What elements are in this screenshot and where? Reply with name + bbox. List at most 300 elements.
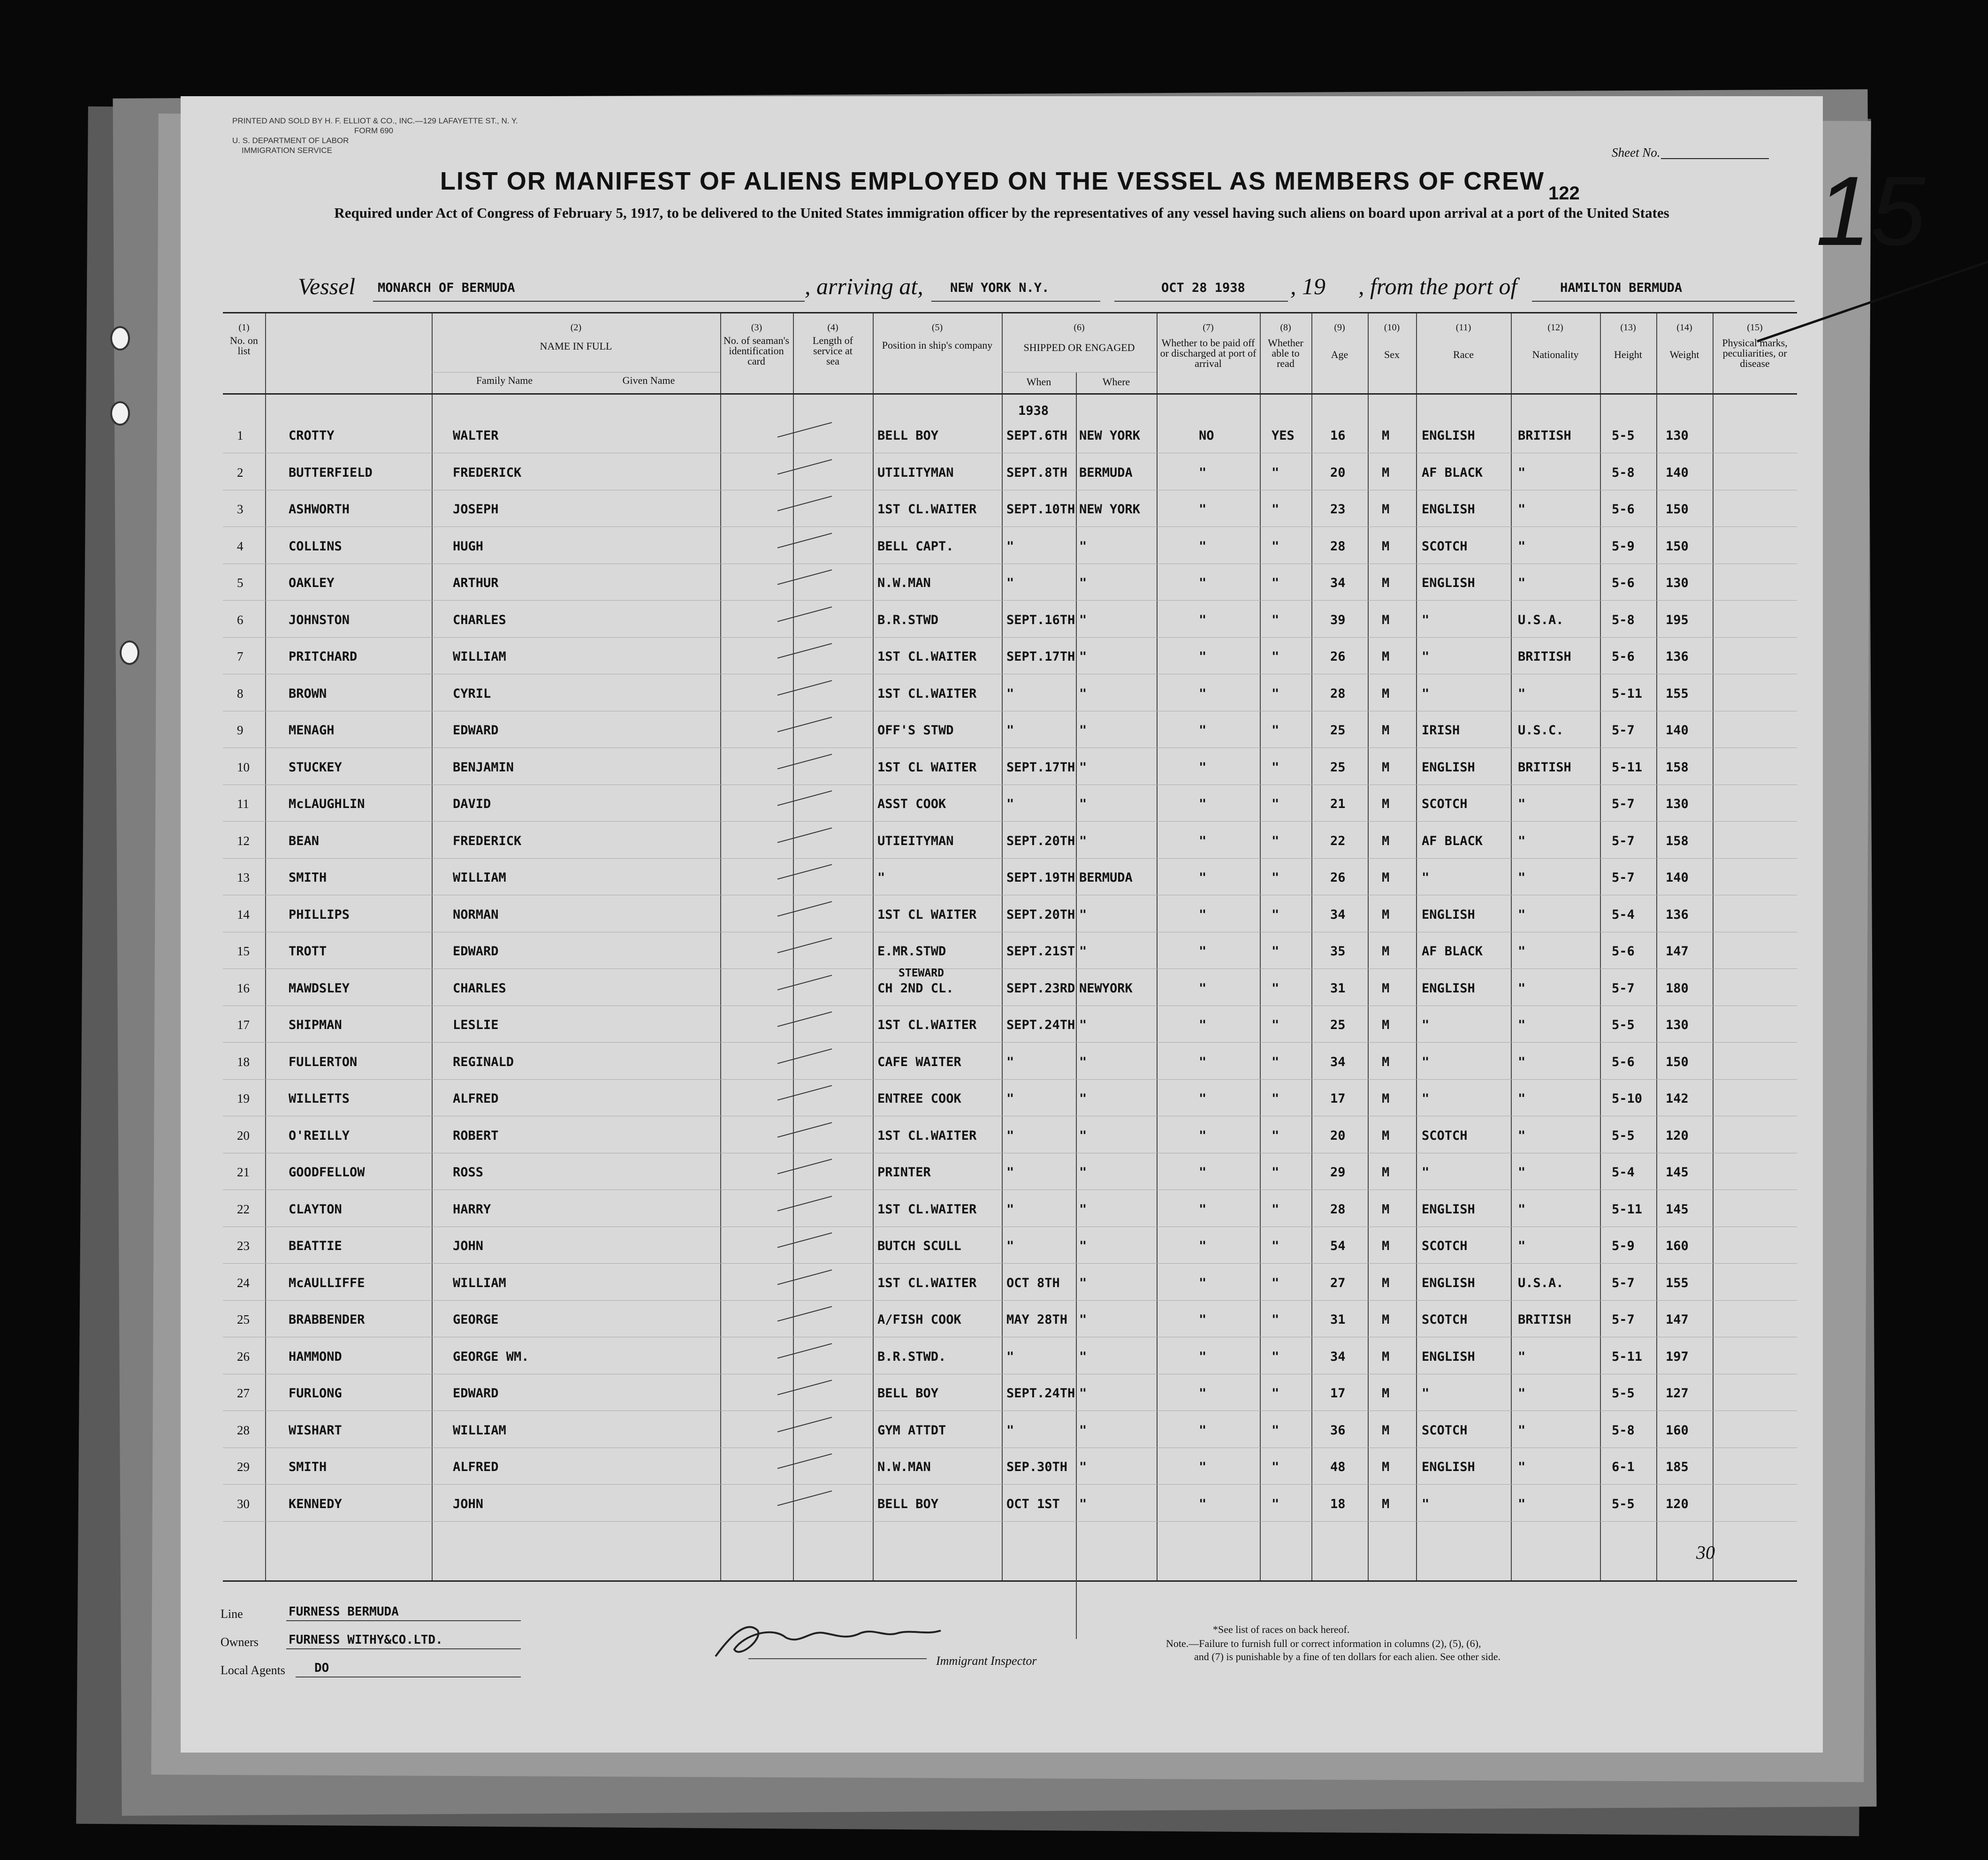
shipped-when-cell: ": [1006, 539, 1014, 554]
shipped-when-cell: SEPT.20TH: [1006, 907, 1075, 922]
given-name-cell: ALFRED: [453, 1460, 499, 1474]
able-read-cell: ": [1272, 1202, 1280, 1217]
able-read-cell: ": [1272, 465, 1280, 480]
weight-cell: 145: [1666, 1165, 1689, 1180]
position-cell: 1ST CL WAITER: [877, 907, 977, 922]
shipped-when-cell: ": [1006, 1202, 1014, 1217]
shipped-when-cell: ": [1006, 1128, 1014, 1143]
position-cell: ASST COOK: [877, 797, 946, 811]
colnum: (14): [1676, 322, 1692, 333]
able-read-cell: ": [1272, 539, 1280, 554]
able-read-cell: ": [1272, 1239, 1280, 1253]
age-cell: 18: [1330, 1496, 1346, 1511]
service-tick-mark: [777, 680, 832, 695]
family-name-cell: MAWDSLEY: [289, 981, 350, 996]
sex-cell: M: [1382, 1423, 1390, 1438]
owners-label: Owners: [221, 1635, 259, 1649]
age-cell: 54: [1330, 1239, 1346, 1253]
table-row: [223, 1046, 1797, 1083]
row-number-cell: 18: [237, 1054, 250, 1069]
family-name-cell: SMITH: [289, 1460, 327, 1474]
printer-line: IMMIGRATION SERVICE: [242, 146, 333, 155]
height-cell: 5-7: [1612, 723, 1635, 738]
sex-cell: M: [1382, 1054, 1390, 1069]
able-read-cell: ": [1272, 502, 1280, 517]
able-read-cell: ": [1272, 1128, 1280, 1143]
position-cell: N.W.MAN: [877, 1460, 931, 1474]
paid-off-cell: ": [1199, 1496, 1207, 1511]
line-underline: [286, 1620, 521, 1621]
paid-off-cell: ": [1199, 1165, 1207, 1180]
position-cell: 1ST CL WAITER: [877, 760, 977, 775]
table-row: [223, 1451, 1797, 1488]
paid-off-cell: ": [1199, 1202, 1207, 1217]
service-tick-mark: [777, 459, 832, 474]
sex-cell: M: [1382, 649, 1390, 664]
family-name-cell: CLAYTON: [289, 1202, 342, 1217]
table-row: [223, 752, 1797, 788]
owners-underline: [286, 1648, 521, 1649]
race-cell: SCOTCH: [1422, 1239, 1468, 1253]
service-tick-mark: [777, 717, 832, 732]
race-cell: SCOTCH: [1422, 797, 1468, 811]
table-row: [223, 862, 1797, 899]
row-number-cell: 22: [237, 1202, 250, 1216]
height-cell: 5-8: [1612, 1423, 1635, 1438]
weight-cell: 155: [1666, 1275, 1689, 1290]
header-name-in-full: NAME IN FULL: [540, 340, 612, 352]
year-note: 1938: [1018, 404, 1049, 418]
shipped-when-cell: ": [1006, 797, 1014, 811]
table-row: [223, 825, 1797, 862]
table-row: [223, 1083, 1797, 1120]
shipped-where-cell: NEW YORK: [1079, 502, 1141, 517]
age-cell: 21: [1330, 797, 1346, 811]
age-cell: 39: [1330, 612, 1346, 627]
table-row: [223, 567, 1797, 604]
paid-off-cell: ": [1199, 649, 1207, 664]
race-cell: IRISH: [1422, 723, 1460, 738]
race-cell: ENGLISH: [1422, 907, 1475, 922]
shipped-where-cell: ": [1079, 944, 1087, 959]
able-read-cell: ": [1272, 981, 1280, 996]
race-cell: ENGLISH: [1422, 1349, 1475, 1364]
position-cell: N.W.MAN: [877, 576, 931, 590]
nationality-cell: ": [1518, 1386, 1526, 1401]
position-cell: 1ST CL.WAITER: [877, 1202, 977, 1217]
shipped-when-cell: ": [1006, 576, 1014, 590]
position-cell: BELL CAPT.: [877, 539, 954, 554]
arriving-label: , arriving at,: [805, 273, 923, 299]
sex-cell: M: [1382, 1275, 1390, 1290]
table-row: [223, 678, 1797, 715]
binder-hole: [110, 326, 130, 351]
paid-off-cell: ": [1199, 1349, 1207, 1364]
family-name-cell: WISHART: [289, 1423, 342, 1438]
printer-imprint: [232, 116, 518, 155]
family-name-cell: COLLINS: [289, 539, 342, 554]
colnum: (8): [1280, 322, 1291, 333]
height-cell: 5-6: [1612, 944, 1635, 959]
race-cell: ": [1422, 1091, 1430, 1106]
row-rule: [223, 1300, 1797, 1301]
sex-cell: M: [1382, 1349, 1390, 1364]
height-cell: 5-7: [1612, 797, 1635, 811]
row-rule: [223, 1410, 1797, 1411]
age-cell: 22: [1330, 833, 1346, 848]
age-cell: 28: [1330, 1202, 1346, 1217]
row-rule: [223, 821, 1797, 822]
family-name-cell: WILLETTS: [289, 1091, 350, 1106]
sex-cell: M: [1382, 944, 1390, 959]
paid-off-cell: ": [1199, 1312, 1207, 1327]
paid-off-cell: ": [1199, 1460, 1207, 1474]
family-name-cell: McLAUGHLIN: [289, 797, 365, 811]
table-row: [223, 967, 1797, 1009]
family-name-cell: JOHNSTON: [289, 612, 350, 627]
paid-off-cell: ": [1199, 686, 1207, 701]
shipped-where-cell: ": [1079, 539, 1087, 554]
paid-off-cell: ": [1199, 1239, 1207, 1253]
able-read-cell: ": [1272, 944, 1280, 959]
nationality-cell: ": [1518, 576, 1526, 590]
table-row: [223, 788, 1797, 825]
height-cell: 5-7: [1612, 870, 1635, 885]
age-cell: 34: [1330, 907, 1346, 922]
height-cell: 5-9: [1612, 1239, 1635, 1253]
height-cell: 5-7: [1612, 1275, 1635, 1290]
handwritten-total: 30: [1696, 1542, 1715, 1563]
family-name-cell: BEAN: [289, 833, 320, 848]
paid-off-cell: ": [1199, 1018, 1207, 1032]
weight-cell: 155: [1666, 686, 1689, 701]
sex-cell: M: [1382, 1091, 1390, 1106]
inspector-signature: [706, 1612, 950, 1668]
printer-line: FORM 690: [354, 126, 394, 135]
header-given-name: Given Name: [622, 374, 675, 386]
row-number-cell: 3: [237, 502, 244, 516]
race-cell: ENGLISH: [1422, 428, 1475, 443]
row-rule: [223, 637, 1797, 638]
height-cell: 5-7: [1612, 833, 1635, 848]
agents-label: Local Agents: [221, 1663, 285, 1677]
weight-cell: 136: [1666, 649, 1689, 664]
colnum: (3): [751, 322, 762, 333]
given-name-cell: ROSS: [453, 1165, 484, 1180]
colnum: (13): [1620, 322, 1636, 333]
position-note-cell: STEWARD: [899, 967, 944, 979]
arriving-port: NEW YORK N.Y.: [950, 281, 1050, 295]
age-cell: 25: [1330, 723, 1346, 738]
shipped-where-cell: ": [1079, 760, 1087, 775]
row-rule: [223, 1079, 1797, 1080]
shipped-when-cell: SEPT.10TH: [1006, 502, 1075, 517]
age-cell: 20: [1330, 465, 1346, 480]
paid-off-cell: ": [1199, 539, 1207, 554]
sex-cell: M: [1382, 1386, 1390, 1401]
nationality-cell: ": [1518, 944, 1526, 959]
shipped-where-cell: ": [1079, 1386, 1087, 1401]
race-cell: ": [1422, 649, 1430, 664]
stamp-number: 122: [1548, 183, 1580, 204]
shipped-where-cell: ": [1079, 1018, 1087, 1032]
paid-off-cell: ": [1199, 1128, 1207, 1143]
position-cell: 1ST CL.WAITER: [877, 502, 977, 517]
weight-cell: 160: [1666, 1239, 1689, 1253]
row-number-cell: 24: [237, 1275, 250, 1290]
header-height: Height: [1614, 349, 1642, 360]
table-row: [223, 936, 1797, 972]
given-name-cell: WILLIAM: [453, 870, 506, 885]
shipped-where-cell: ": [1079, 576, 1087, 590]
shipped-where-cell: ": [1079, 1128, 1087, 1143]
nationality-cell: ": [1518, 1091, 1526, 1106]
arriving-underline: [931, 301, 1100, 302]
table-row: [223, 1157, 1797, 1193]
weight-cell: 127: [1666, 1386, 1689, 1401]
race-cell: ": [1422, 1386, 1430, 1401]
age-cell: 20: [1330, 1128, 1346, 1143]
age-cell: 34: [1330, 1349, 1346, 1364]
manifest-subtitle: Required under Act of Congress of February 5, 1917, to be delivered to the United States immigration officer by the representatives of any vessel having such aliens on board upon arrival at a port of the United States: [334, 205, 1669, 221]
race-cell: ENGLISH: [1422, 502, 1475, 517]
position-cell: GYM ATTDT: [877, 1423, 946, 1438]
weight-cell: 150: [1666, 502, 1689, 517]
sex-cell: M: [1382, 502, 1390, 517]
able-read-cell: ": [1272, 1312, 1280, 1327]
shipped-where-cell: ": [1079, 797, 1087, 811]
age-cell: 34: [1330, 1054, 1346, 1069]
table-row: [223, 420, 1797, 457]
colnum: (11): [1455, 322, 1471, 333]
header-when: When: [1026, 376, 1051, 388]
given-name-cell: CYRIL: [453, 686, 491, 701]
weight-cell: 136: [1666, 907, 1689, 922]
height-cell: 5-6: [1612, 1054, 1635, 1069]
row-number-cell: 29: [237, 1460, 250, 1474]
service-tick-mark: [777, 975, 832, 990]
height-cell: 5-5: [1612, 428, 1635, 443]
race-cell: ": [1422, 870, 1430, 885]
service-tick-mark: [777, 827, 832, 843]
shipped-when-cell: SEPT.21ST: [1006, 944, 1075, 959]
printer-line: PRINTED AND SOLD BY H. F. ELLIOT & CO., INC.—129 LAFAYETTE ST., N. Y.: [232, 116, 518, 125]
weight-cell: 142: [1666, 1091, 1689, 1106]
paid-off-cell: ": [1199, 576, 1207, 590]
table-row: [223, 641, 1797, 678]
given-name-cell: WILLIAM: [453, 649, 506, 664]
race-note: *See list of races on back hereof.: [1213, 1624, 1350, 1635]
row-rule: [223, 1189, 1797, 1190]
shipped-when-cell: ": [1006, 723, 1014, 738]
sex-cell: M: [1382, 1239, 1390, 1253]
family-name-cell: McAULLIFFE: [289, 1275, 365, 1290]
table-row: [223, 1230, 1797, 1267]
given-name-cell: EDWARD: [453, 723, 499, 738]
shipped-when-cell: SEP.30TH: [1006, 1460, 1068, 1474]
able-read-cell: ": [1272, 686, 1280, 701]
weight-cell: 195: [1666, 612, 1689, 627]
weight-cell: 150: [1666, 539, 1689, 554]
height-cell: 5-8: [1612, 612, 1635, 627]
age-cell: 16: [1330, 428, 1346, 443]
shipped-where-cell: ": [1079, 1275, 1087, 1290]
weight-cell: 140: [1666, 723, 1689, 738]
family-name-cell: TROTT: [289, 944, 327, 959]
given-name-cell: WALTER: [453, 428, 499, 443]
nationality-cell: ": [1518, 465, 1526, 480]
table-row: [223, 1194, 1797, 1230]
height-cell: 6-1: [1612, 1460, 1635, 1474]
given-name-cell: HARRY: [453, 1202, 491, 1217]
able-read-cell: ": [1272, 1275, 1280, 1290]
shipped-where-cell: ": [1079, 1423, 1087, 1438]
nationality-cell: ": [1518, 1018, 1526, 1032]
manifest-page: [181, 96, 1926, 1753]
service-tick-mark: [777, 643, 832, 659]
sex-cell: M: [1382, 907, 1390, 922]
able-read-cell: ": [1272, 1091, 1280, 1106]
fine-note-2: and (7) is punishable by a fine of ten dollars for each alien. See other side.: [1194, 1651, 1501, 1662]
row-number-cell: 30: [237, 1496, 250, 1511]
table-row: [223, 1120, 1797, 1157]
able-read-cell: ": [1272, 797, 1280, 811]
age-cell: 25: [1330, 760, 1346, 775]
service-tick-mark: [777, 606, 832, 622]
race-cell: SCOTCH: [1422, 1128, 1468, 1143]
family-name-cell: O'REILLY: [289, 1128, 350, 1143]
able-read-cell: ": [1272, 649, 1280, 664]
weight-cell: 140: [1666, 465, 1689, 480]
shipped-where-cell: ": [1079, 1054, 1087, 1069]
year-label: , 19: [1290, 273, 1325, 299]
able-read-cell: ": [1272, 1496, 1280, 1511]
nationality-cell: ": [1518, 1423, 1526, 1438]
nationality-cell: ": [1518, 539, 1526, 554]
age-cell: 36: [1330, 1423, 1346, 1438]
header-bottom-line: [223, 393, 1797, 395]
position-cell: 1ST CL.WAITER: [877, 1128, 977, 1143]
from-port: HAMILTON BERMUDA: [1560, 281, 1683, 295]
shipped-when-cell: SEPT.17TH: [1006, 760, 1075, 775]
owners-value: FURNESS WITHY&CO.LTD.: [289, 1633, 443, 1647]
table-row: [223, 494, 1797, 530]
family-name-cell: BEATTIE: [289, 1239, 342, 1253]
race-cell: ": [1422, 1496, 1430, 1511]
family-name-cell: MENAGH: [289, 723, 335, 738]
sex-cell: M: [1382, 797, 1390, 811]
header-where: Where: [1102, 376, 1130, 388]
row-rule: [223, 1521, 1797, 1522]
age-cell: 31: [1330, 1312, 1346, 1327]
agents-value: DO: [314, 1661, 329, 1675]
colnum: (5): [931, 322, 943, 333]
weight-cell: 180: [1666, 981, 1689, 996]
age-cell: 26: [1330, 870, 1346, 885]
age-cell: 26: [1330, 649, 1346, 664]
vessel-underline: [373, 301, 805, 302]
colnum: (7): [1203, 322, 1214, 333]
sex-cell: M: [1382, 870, 1390, 885]
shipped-when-cell: SEPT.19TH: [1006, 870, 1075, 885]
row-number-cell: 21: [237, 1165, 250, 1179]
sex-cell: M: [1382, 723, 1390, 738]
handwritten-sheet-number: 15: [1816, 156, 1926, 266]
family-name-cell: FULLERTON: [289, 1054, 358, 1069]
given-name-cell: FREDERICK: [453, 465, 522, 480]
position-cell: PRINTER: [877, 1165, 931, 1180]
table-row: [223, 1304, 1797, 1341]
age-cell: 34: [1330, 576, 1346, 590]
shipped-when-cell: ": [1006, 1239, 1014, 1253]
nationality-cell: BRITISH: [1518, 649, 1571, 664]
row-number-cell: 13: [237, 870, 250, 884]
able-read-cell: ": [1272, 1054, 1280, 1069]
paid-off-cell: ": [1199, 465, 1207, 480]
given-name-cell: HUGH: [453, 539, 484, 554]
colnum: (12): [1547, 322, 1563, 333]
race-cell: ": [1422, 1054, 1430, 1069]
weight-cell: 120: [1666, 1496, 1689, 1511]
position-cell: B.R.STWD: [877, 612, 939, 627]
given-name-cell: WILLIAM: [453, 1423, 506, 1438]
table-row: [223, 1415, 1797, 1451]
service-tick-mark: [777, 901, 832, 916]
nationality-cell: ": [1518, 907, 1526, 922]
position-cell: 1ST CL.WAITER: [877, 686, 977, 701]
family-name-cell: HAMMOND: [289, 1349, 342, 1364]
shipped-where-cell: NEW YORK: [1079, 428, 1141, 443]
colnum: (10): [1384, 322, 1400, 333]
nationality-cell: ": [1518, 1460, 1526, 1474]
printer-line: U. S. DEPARTMENT OF LABOR: [232, 136, 349, 145]
height-cell: 5-5: [1612, 1386, 1635, 1401]
vessel-value: MONARCH OF BERMUDA: [378, 281, 515, 295]
row-number-cell: 14: [237, 907, 250, 922]
family-name-cell: FURLONG: [289, 1386, 342, 1401]
height-cell: 5-5: [1612, 1128, 1635, 1143]
age-cell: 31: [1330, 981, 1346, 996]
manifest-title: LIST OR MANIFEST OF ALIENS EMPLOYED ON THE VESSEL AS MEMBERS OF CREW: [440, 167, 1545, 195]
table-row: [223, 1341, 1797, 1378]
header-id-card: No. of seaman's identification card: [723, 335, 790, 367]
inspector-label: Immigrant Inspector: [936, 1654, 1037, 1668]
race-cell: ENGLISH: [1422, 576, 1475, 590]
nationality-cell: BRITISH: [1518, 1312, 1571, 1327]
header-position: Position in ship's company: [882, 339, 993, 351]
header-nationality: Nationality: [1532, 349, 1579, 360]
position-cell: UTIEITYMAN: [877, 833, 954, 848]
row-number-cell: 27: [237, 1386, 250, 1400]
row-rule: [223, 968, 1797, 969]
row-number-cell: 17: [237, 1018, 250, 1032]
shipped-where-cell: ": [1079, 1460, 1087, 1474]
paid-off-cell: ": [1199, 870, 1207, 885]
shipped-when-cell: OCT 8TH: [1006, 1275, 1060, 1290]
sex-cell: M: [1382, 1128, 1390, 1143]
given-name-cell: ARTHUR: [453, 576, 499, 590]
height-cell: 5-7: [1612, 1312, 1635, 1327]
row-number-cell: 8: [237, 686, 244, 701]
shipped-when-cell: ": [1006, 1091, 1014, 1106]
height-cell: 5-9: [1612, 539, 1635, 554]
colnum: (4): [827, 322, 838, 333]
service-tick-mark: [777, 1490, 832, 1506]
weight-cell: 140: [1666, 870, 1689, 885]
row-rule: [223, 1484, 1797, 1485]
race-cell: ENGLISH: [1422, 1460, 1475, 1474]
header-length-service: Length of service at sea: [812, 335, 853, 367]
